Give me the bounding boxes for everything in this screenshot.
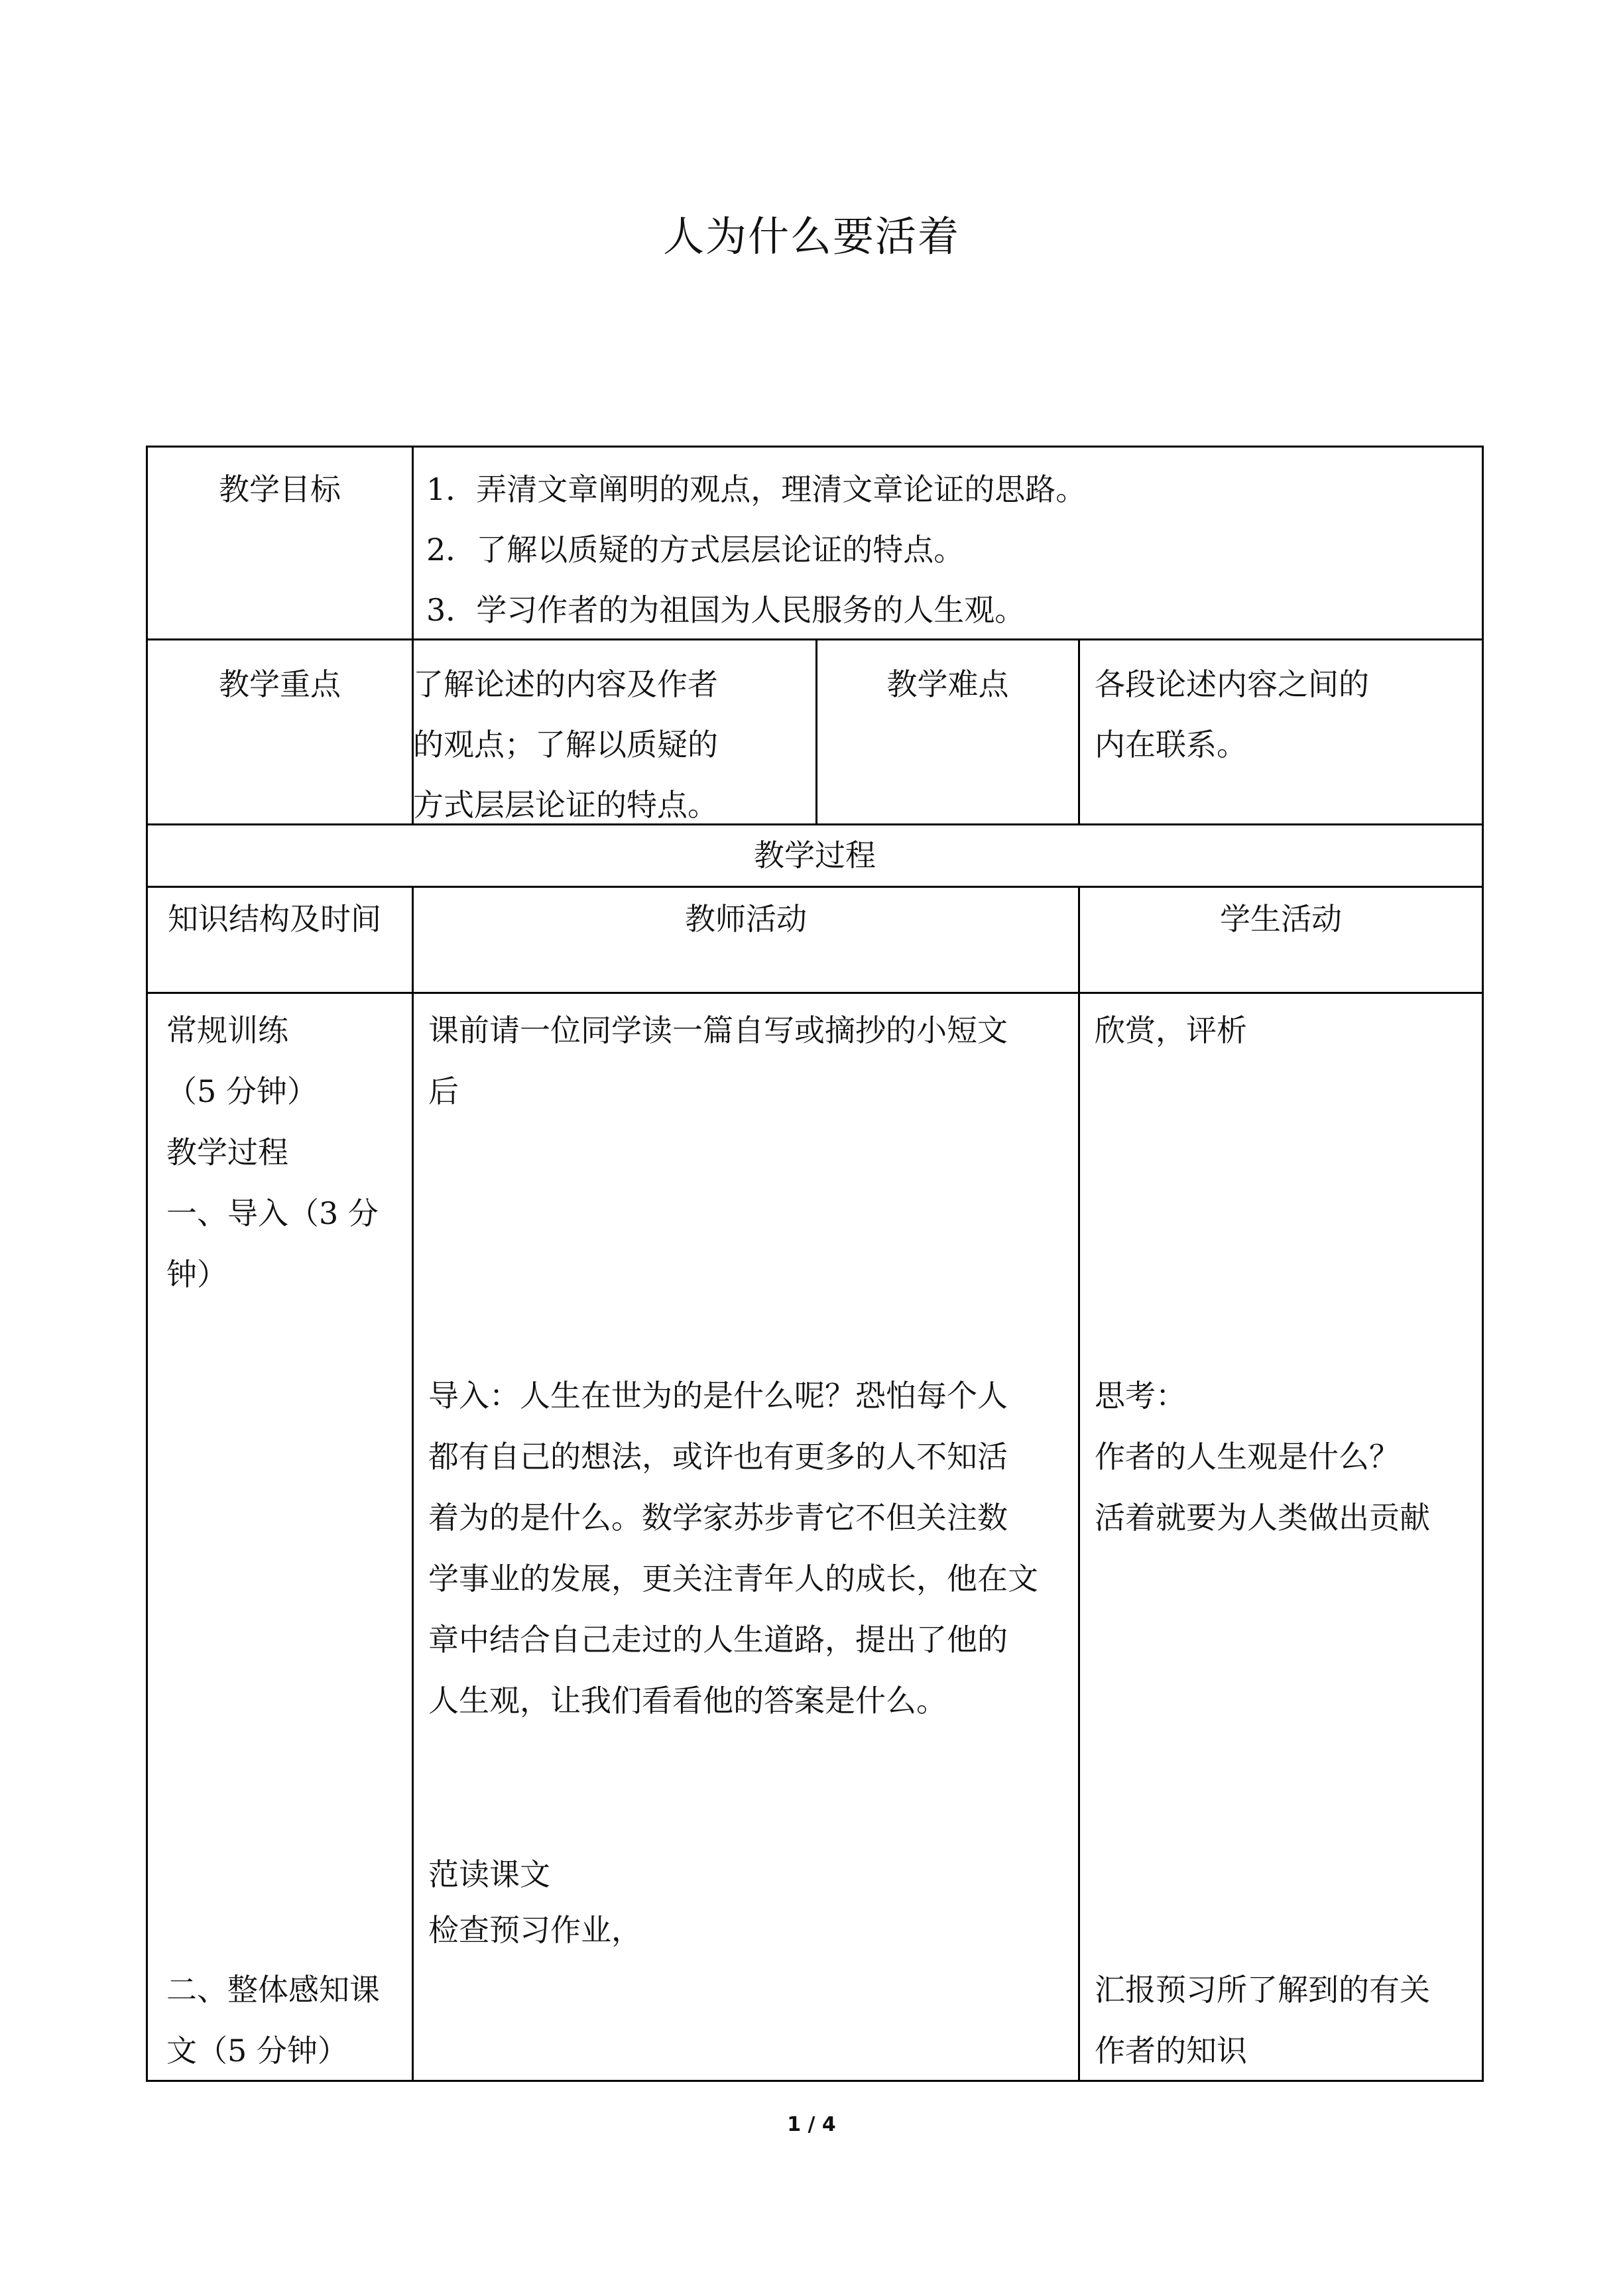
student-think <box>1095 1365 1430 1548</box>
lesson-plan-table <box>146 446 1484 2082</box>
structure-line: 钟） <box>166 1256 227 1292</box>
column-header-teacher: 教师活动 <box>685 901 807 937</box>
difficulty-label: 教学难点 <box>886 666 1009 702</box>
column-divider <box>412 886 414 2080</box>
student-report <box>1095 1959 1430 2081</box>
key-point-text <box>413 654 718 835</box>
teacher-line: 课前请一位同学读一篇自写或摘抄的小短文 <box>428 1012 1008 1048</box>
structure-line: 二、整体感知课 <box>166 1972 380 2008</box>
difficulty-line: 内在联系。 <box>1095 727 1247 762</box>
teacher-routine <box>428 1000 1008 1122</box>
teacher-intro <box>428 1365 1038 1731</box>
teacher-line: 着为的是什么。数学家苏步青它不但关注数 <box>428 1500 1008 1536</box>
key-point-label: 教学重点 <box>219 666 341 702</box>
objectives-list <box>426 459 1086 640</box>
teacher-reading <box>428 1846 642 1958</box>
student-routine: 欣赏，评析 <box>1095 1012 1247 1048</box>
teacher-line: 范读课文 <box>428 1856 550 1892</box>
document-title: 人为什么要活着 <box>662 212 960 261</box>
column-divider <box>1078 638 1080 823</box>
teacher-line: 导入：人生在世为的是什么呢？恐怕每个人 <box>428 1378 1008 1414</box>
key-point-line: 的观点；了解以质疑的 <box>413 727 718 762</box>
student-line: 作者的知识 <box>1095 2033 1247 2069</box>
student-line: 思考： <box>1095 1378 1186 1414</box>
student-line: 活着就要为人类做出贡献 <box>1095 1500 1430 1536</box>
teacher-line: 都有自己的想法，或许也有更多的人不知活 <box>428 1439 1008 1475</box>
process-header: 教学过程 <box>754 837 876 873</box>
structure-line: 文（5 分钟） <box>166 2033 348 2069</box>
page-indicator: 1 / 4 <box>787 2113 836 2136</box>
key-point-line: 方式层层论证的特点。 <box>413 787 718 823</box>
row-divider <box>148 886 1482 888</box>
column-divider <box>1078 886 1080 2080</box>
row-divider <box>148 992 1482 994</box>
teacher-line: 学事业的发展，更关注青年人的成长，他在文 <box>428 1561 1038 1597</box>
key-point-line: 了解论述的内容及作者 <box>413 666 718 702</box>
student-line: 作者的人生观是什么？ <box>1095 1439 1400 1475</box>
difficulty-line: 各段论述内容之间的 <box>1095 666 1369 702</box>
structure-line: 教学过程 <box>166 1134 288 1170</box>
structure-line: 常规训练 <box>166 1012 288 1048</box>
teacher-line: 章中结合自己走过的人生道路，提出了他的 <box>428 1622 1008 1658</box>
column-header-student: 学生活动 <box>1220 901 1342 937</box>
structure-line: 一、导入（3 分 <box>166 1195 379 1231</box>
teacher-line: 后 <box>428 1073 459 1109</box>
student-line: 汇报预习所了解到的有关 <box>1095 1972 1430 2008</box>
objective-item: 3．学习作者的为祖国为人民服务的人生观。 <box>426 592 1026 628</box>
structure-line: （5 分钟） <box>166 1073 318 1109</box>
objectives-label: 教学目标 <box>219 471 341 507</box>
difficulty-text <box>1095 654 1369 775</box>
column-header-structure: 知识结构及时间 <box>168 901 381 937</box>
teacher-line: 人生观，让我们看看他的答案是什么。 <box>428 1683 947 1719</box>
structure-top <box>166 1000 379 1305</box>
objective-item: 2．了解以质疑的方式层层论证的特点。 <box>426 532 965 568</box>
teacher-line: 检查预习作业， <box>428 1912 642 1948</box>
objective-item: 1．弄清文章阐明的观点，理清文章论证的思路。 <box>426 471 1087 507</box>
structure-bottom <box>166 1959 380 2081</box>
